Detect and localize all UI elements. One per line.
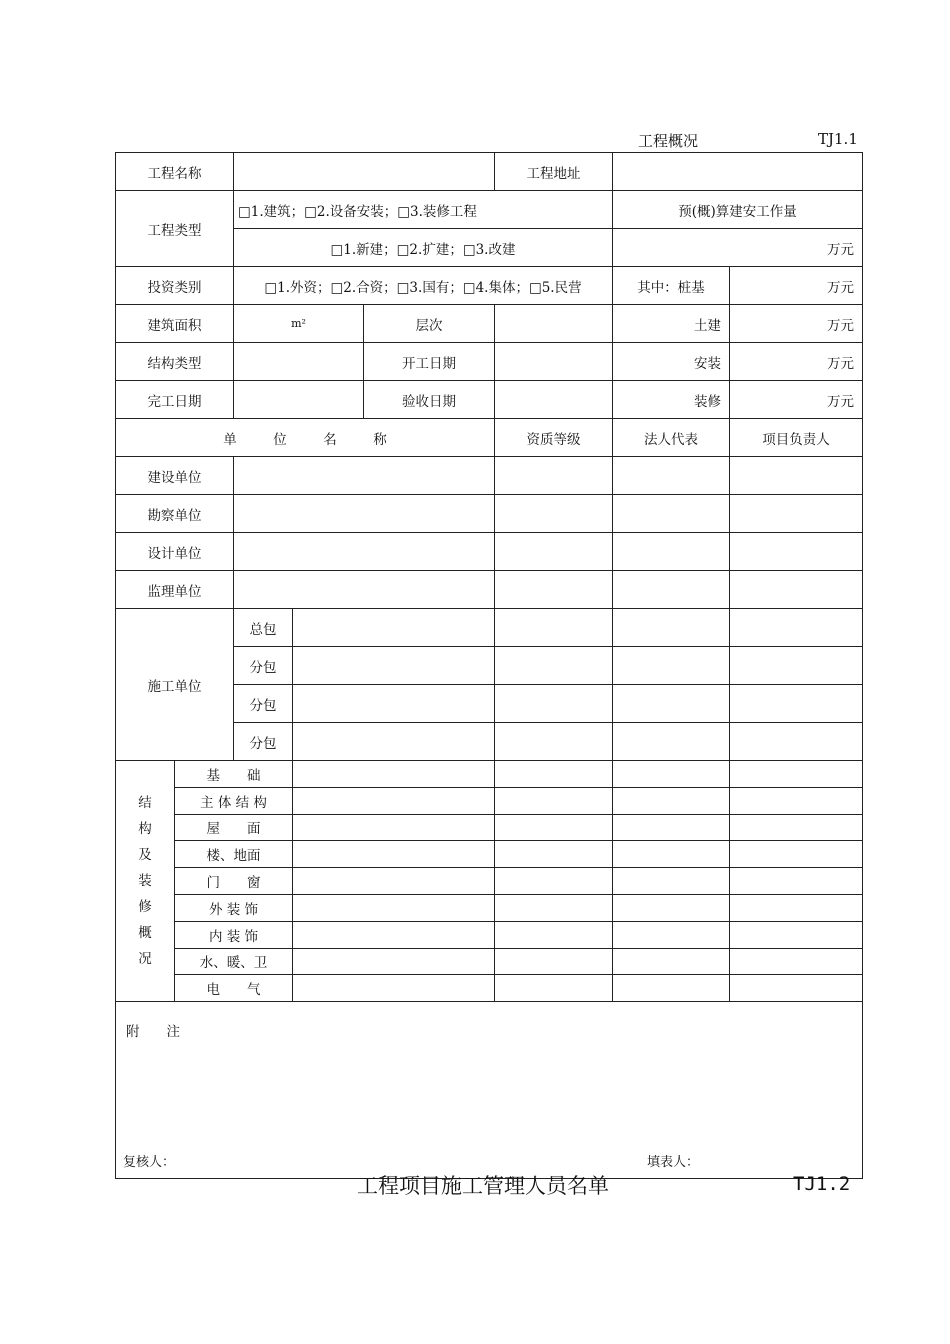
- row-unit-design: [116, 533, 863, 571]
- next-form-code: TJ1.2: [793, 1173, 851, 1195]
- legal-rep-field[interactable]: [613, 685, 730, 723]
- unit-label-design: 设计单位: [116, 533, 234, 571]
- budget-label: 预(概)算建安工作量: [613, 191, 863, 229]
- project-lead-field[interactable]: [730, 609, 863, 647]
- structure-cell[interactable]: [613, 921, 730, 948]
- structure-cell[interactable]: [293, 975, 495, 1002]
- reviewer-label: 复核人：: [123, 1155, 176, 1170]
- structure-cell[interactable]: [730, 894, 863, 921]
- form-title: 工程概况: [638, 132, 699, 150]
- structure-item-label: 外 装 饰: [175, 894, 293, 921]
- legal-rep-field[interactable]: [613, 457, 730, 495]
- unit-name-field[interactable]: [234, 533, 495, 571]
- remarks-field[interactable]: [116, 1002, 863, 1179]
- row-structure-item: [116, 948, 863, 975]
- decoration-label: 装修: [613, 381, 730, 419]
- structure-cell[interactable]: [293, 814, 495, 841]
- row-units-header: [116, 419, 863, 457]
- start-date-field[interactable]: [495, 343, 613, 381]
- project-lead-field[interactable]: [730, 533, 863, 571]
- qualification-field[interactable]: [495, 457, 613, 495]
- accept-date-field[interactable]: [495, 381, 613, 419]
- structure-item-label: 电 气: [175, 975, 293, 1002]
- civil-field[interactable]: 万元: [730, 305, 863, 343]
- structure-cell[interactable]: [613, 894, 730, 921]
- unit-name-field[interactable]: [234, 495, 495, 533]
- structure-cell[interactable]: [293, 921, 495, 948]
- structure-item-label: 楼、地面: [175, 841, 293, 868]
- qualification-field[interactable]: [495, 495, 613, 533]
- structure-cell[interactable]: [495, 761, 613, 788]
- row-unit-supervision: [116, 571, 863, 609]
- legal-rep-field[interactable]: [613, 533, 730, 571]
- structure-item-label: 屋 面: [175, 814, 293, 841]
- contract-type-label: 分包: [234, 685, 293, 723]
- qualification-field[interactable]: [495, 723, 613, 761]
- structure-item-label: 内 装 饰: [175, 921, 293, 948]
- decoration-field[interactable]: 万元: [730, 381, 863, 419]
- row-construction-general: [116, 609, 863, 647]
- row-unit-survey: [116, 495, 863, 533]
- project-lead-field[interactable]: [730, 571, 863, 609]
- row-structure-item: [116, 868, 863, 895]
- project-type-label: 工程类型: [116, 191, 234, 267]
- structure-cell[interactable]: [293, 841, 495, 868]
- row-structure-item: [116, 814, 863, 841]
- civil-label: 土建: [613, 305, 730, 343]
- legal-rep-field[interactable]: [613, 571, 730, 609]
- legal-rep-field[interactable]: [613, 723, 730, 761]
- project-lead-field[interactable]: [730, 723, 863, 761]
- filler-label: 填表人：: [647, 1155, 700, 1170]
- remarks-label: 附 注: [126, 1024, 180, 1041]
- investment-options[interactable]: □1.外资；□2.合资；□3.国有；□4.集体；□5.民营: [234, 267, 613, 305]
- structure-cell[interactable]: [495, 921, 613, 948]
- floors-label: 层次: [364, 305, 495, 343]
- floors-field[interactable]: [495, 305, 613, 343]
- row-investment: [116, 267, 863, 305]
- qualification-field[interactable]: [495, 609, 613, 647]
- qualification-field[interactable]: [495, 533, 613, 571]
- project-lead-field[interactable]: [730, 647, 863, 685]
- legal-rep-field[interactable]: [613, 647, 730, 685]
- structure-cell[interactable]: [495, 841, 613, 868]
- next-form-title: 工程项目施工管理人员名单: [357, 1174, 609, 1198]
- area-field[interactable]: m²: [234, 305, 364, 343]
- construction-unit-label: 施工单位: [116, 609, 234, 761]
- accept-date-label: 验收日期: [364, 381, 495, 419]
- project-name-label: 工程名称: [116, 153, 234, 191]
- qualification-header: 资质等级: [495, 419, 613, 457]
- unit-label-supervision: 监理单位: [116, 571, 234, 609]
- structure-cell[interactable]: [730, 787, 863, 814]
- structure-cell[interactable]: [495, 868, 613, 895]
- unit-name-field[interactable]: [234, 457, 495, 495]
- structure-cell[interactable]: [293, 948, 495, 975]
- structure-cell[interactable]: [495, 894, 613, 921]
- unit-name-field[interactable]: [293, 723, 495, 761]
- row-project-name: [116, 153, 863, 191]
- project-name-field[interactable]: [234, 153, 495, 191]
- row-area: [116, 305, 863, 343]
- structure-cell[interactable]: [293, 894, 495, 921]
- project-lead-field[interactable]: [730, 457, 863, 495]
- finish-date-label: 完工日期: [116, 381, 234, 419]
- legal-rep-header: 法人代表: [613, 419, 730, 457]
- row-structure-item: [116, 975, 863, 1002]
- structure-cell[interactable]: [293, 868, 495, 895]
- unit-name-header: 单 位 名 称: [116, 419, 495, 457]
- structure-cell[interactable]: [730, 921, 863, 948]
- structure-type-label: 结构类型: [116, 343, 234, 381]
- structure-cell[interactable]: [613, 975, 730, 1002]
- structure-cell[interactable]: [495, 948, 613, 975]
- structure-cell[interactable]: [730, 814, 863, 841]
- structure-item-label: 水、暖、卫: [175, 948, 293, 975]
- row-remarks: [116, 1002, 863, 1179]
- form-code: TJ1.1: [818, 130, 858, 148]
- project-lead-header: 项目负责人: [730, 419, 863, 457]
- qualification-field[interactable]: [495, 647, 613, 685]
- structure-item-label: 主 体 结 构: [175, 787, 293, 814]
- row-structure-item: [116, 787, 863, 814]
- finish-date-field[interactable]: [234, 381, 364, 419]
- row-structure-item: [116, 894, 863, 921]
- structure-cell[interactable]: [613, 787, 730, 814]
- qualification-field[interactable]: [495, 685, 613, 723]
- row-project-type-1: [116, 191, 863, 229]
- unit-name-field[interactable]: [293, 647, 495, 685]
- legal-rep-field[interactable]: [613, 495, 730, 533]
- structure-cell[interactable]: [730, 975, 863, 1002]
- row-finish-date: [116, 381, 863, 419]
- row-structure-item: [116, 921, 863, 948]
- structure-item-label: 门 窗: [175, 868, 293, 895]
- unit-label-survey: 勘察单位: [116, 495, 234, 533]
- legal-rep-field[interactable]: [613, 609, 730, 647]
- structure-cell[interactable]: [293, 787, 495, 814]
- unit-name-field[interactable]: [293, 685, 495, 723]
- structure-cell[interactable]: [613, 761, 730, 788]
- project-type-options-2[interactable]: □1.新建；□2.扩建；□3.改建: [234, 229, 613, 267]
- row-structure-type: [116, 343, 863, 381]
- row-structure-item: [116, 841, 863, 868]
- structure-cell[interactable]: [495, 975, 613, 1002]
- contract-type-label: 分包: [234, 723, 293, 761]
- row-structure-item: [116, 761, 863, 788]
- structure-cell[interactable]: [613, 814, 730, 841]
- piles-label: 其中：桩基: [613, 267, 730, 305]
- unit-label-owner: 建设单位: [116, 457, 234, 495]
- piles-field[interactable]: 万元: [730, 267, 863, 305]
- qualification-field[interactable]: [495, 571, 613, 609]
- structure-cell[interactable]: [730, 948, 863, 975]
- structure-cell[interactable]: [730, 841, 863, 868]
- investment-label: 投资类别: [116, 267, 234, 305]
- structure-item-label: 基 础: [175, 761, 293, 788]
- structure-cell[interactable]: [495, 787, 613, 814]
- contract-type-label: 总包: [234, 609, 293, 647]
- structure-cell[interactable]: [293, 761, 495, 788]
- unit-name-field[interactable]: [234, 571, 495, 609]
- structure-cell[interactable]: [613, 868, 730, 895]
- project-lead-field[interactable]: [730, 495, 863, 533]
- install-label: 安装: [613, 343, 730, 381]
- structure-cell[interactable]: [495, 814, 613, 841]
- row-unit-owner: [116, 457, 863, 495]
- structure-cell[interactable]: [613, 948, 730, 975]
- structure-cell[interactable]: [730, 868, 863, 895]
- contract-type-label: 分包: [234, 647, 293, 685]
- project-lead-field[interactable]: [730, 685, 863, 723]
- budget-total-field[interactable]: 万元: [613, 229, 863, 267]
- install-field[interactable]: 万元: [730, 343, 863, 381]
- structure-type-field[interactable]: [234, 343, 364, 381]
- project-address-label: 工程地址: [495, 153, 613, 191]
- area-label: 建筑面积: [116, 305, 234, 343]
- structure-cell[interactable]: [613, 841, 730, 868]
- unit-name-field[interactable]: [293, 609, 495, 647]
- project-type-options-1[interactable]: □1.建筑；□2.设备安装；□3.装修工程: [234, 191, 613, 229]
- project-address-field[interactable]: [613, 153, 863, 191]
- structure-cell[interactable]: [730, 761, 863, 788]
- structure-overview-label: 结 构 及 装 修 概 况: [116, 761, 175, 1002]
- project-overview-table: [115, 152, 863, 1179]
- start-date-label: 开工日期: [364, 343, 495, 381]
